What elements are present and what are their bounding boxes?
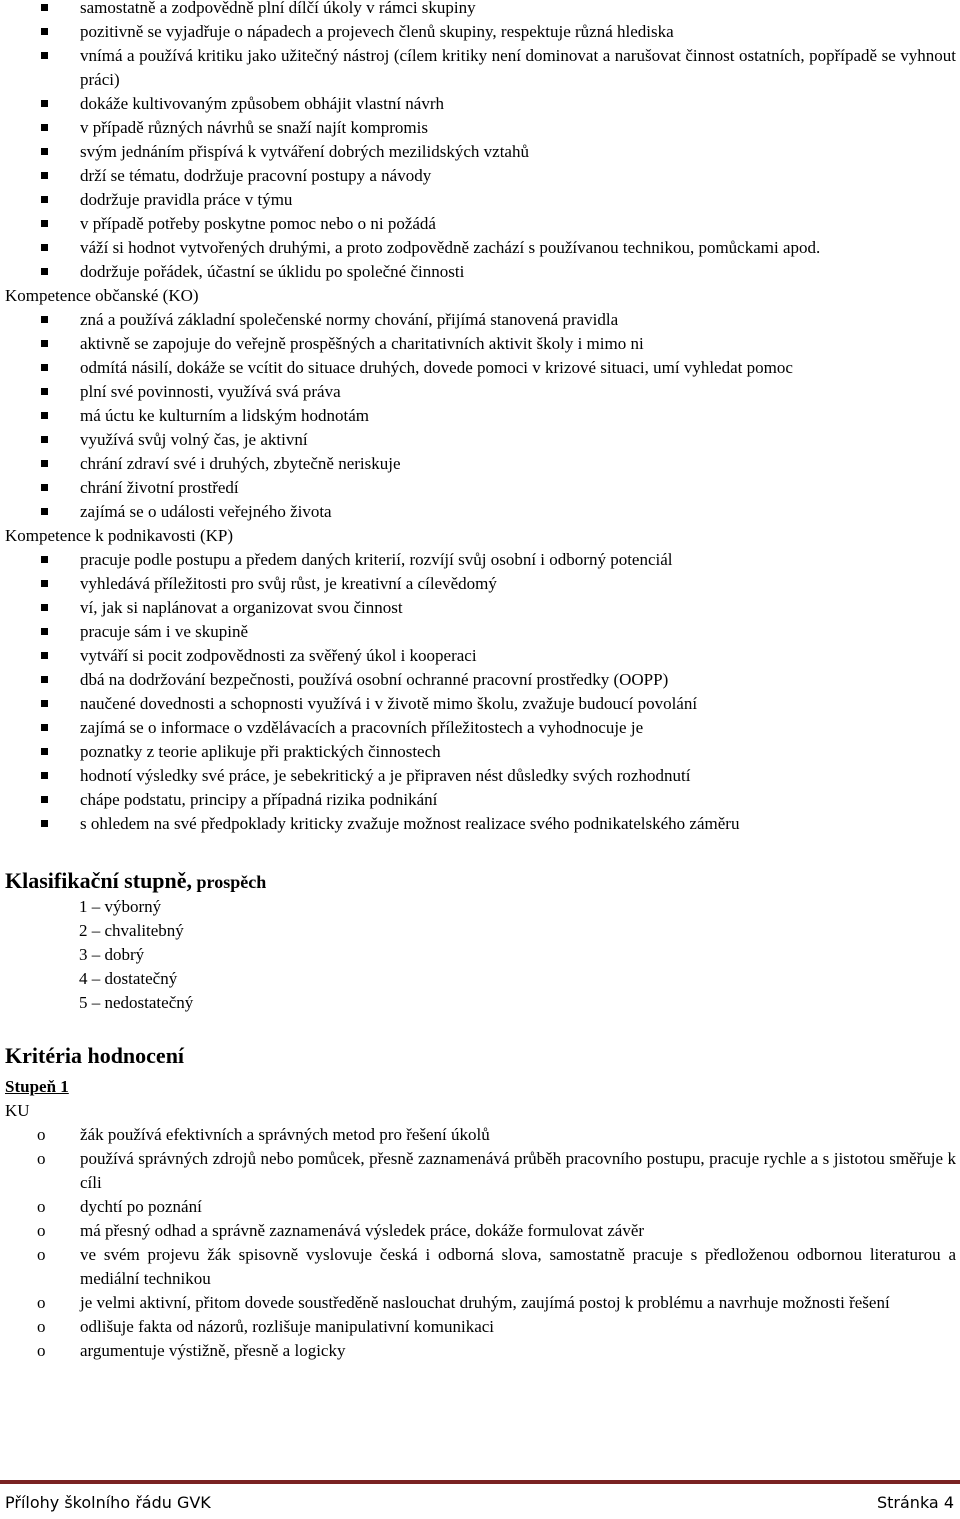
list-item: aktivně se zapojuje do veřejně prospěšných a charitativních aktivit školy i mimo ni	[0, 332, 960, 356]
criteria-list	[0, 1123, 960, 1363]
section-heading-kp: Kompetence k podnikavosti (KP)	[5, 526, 234, 545]
list-item: pozitivně se vyjadřuje o nápadech a projevech členů skupiny, respektuje různá hlediska	[0, 20, 960, 44]
list-item: o dychtí po poznání	[0, 1195, 960, 1219]
list-item: zná a používá základní společenské normy chování, přijímá stanovená pravidla	[0, 308, 960, 332]
square-bullet-icon	[41, 652, 48, 659]
list-item: v případě různých návrhů se snaží najít kompromis	[0, 116, 960, 140]
list-item: o žák používá efektivních a správných metod pro řešení úkolů	[0, 1123, 960, 1147]
square-bullet-icon	[41, 724, 48, 731]
square-bullet-icon	[41, 316, 48, 323]
list-item: o ve svém projevu žák spisovně vyslovuje česká i odborná slova, samostatně pracuje s předloženou odbornou literaturou a mediální technikou	[37, 1245, 956, 1288]
grade-item: 4 – dostatečný	[79, 969, 178, 988]
square-bullet-icon	[41, 148, 48, 155]
square-bullet-icon	[41, 172, 48, 179]
list-item: chrání životní prostředí	[0, 476, 960, 500]
list-item: vnímá a používá kritiku jako užitečný nástroj (cílem kritiky není dominovat a narušovat činnost ostatních, popřípadě se vyhnout práci)	[0, 44, 960, 92]
spacer	[0, 1015, 960, 1043]
square-bullet-icon	[41, 460, 48, 467]
list-item: chrání zdraví své i druhých, zbytečně neriskuje	[0, 452, 960, 476]
list-item: má úctu ke kulturním a lidským hodnotám	[0, 404, 960, 428]
ku-heading: KU	[5, 1101, 30, 1120]
list-item: chápe podstatu, principy a případná rizika podnikání	[0, 788, 960, 812]
grade-item: 2 – chvalitebný	[79, 921, 184, 940]
list-item: vyhledává příležitosti pro svůj růst, je kreativní a cílevědomý	[0, 572, 960, 596]
square-bullet-icon	[41, 4, 48, 11]
square-bullet-icon	[41, 340, 48, 347]
list-item: o používá správných zdrojů nebo pomůcek, přesně zaznamenává průběh pracovního postupu, pracuje rychle a s jistotou směřuje k cíli	[37, 1149, 956, 1192]
circle-bullet-icon: o	[37, 1221, 46, 1240]
circle-bullet-icon: o	[37, 1149, 46, 1168]
square-bullet-icon	[41, 628, 48, 635]
list-item: zajímá se o události veřejného života	[0, 500, 960, 524]
square-bullet-icon	[41, 484, 48, 491]
list-item: pracuje podle postupu a předem daných kriterií, rozvíjí svůj osobní i odborný potenciál	[0, 548, 960, 572]
list-item: svým jednáním přispívá k vytváření dobrých mezilidských vztahů	[0, 140, 960, 164]
square-bullet-icon	[41, 748, 48, 755]
list-item: naučené dovednosti a schopnosti využívá i v životě mimo školu, zvažuje budoucí povolání	[0, 692, 960, 716]
square-bullet-icon	[41, 604, 48, 611]
grade-item: 3 – dobrý	[79, 945, 145, 964]
square-bullet-icon	[41, 52, 48, 59]
stupen-heading: Stupeň 1	[5, 1077, 69, 1096]
list-item: vytváří si pocit zodpovědnosti za svěřený úkol i kooperaci	[0, 644, 960, 668]
footer-document-title: Přílohy školního řádu GVK	[5, 1492, 211, 1512]
list-item: drží se tématu, dodržuje pracovní postupy a návody	[0, 164, 960, 188]
circle-bullet-icon: o	[37, 1245, 46, 1264]
square-bullet-icon	[41, 220, 48, 227]
list-item: plní své povinnosti, využívá svá práva	[0, 380, 960, 404]
square-bullet-icon	[41, 28, 48, 35]
list-item: o odlišuje fakta od názorů, rozlišuje manipulativní komunikaci	[0, 1315, 960, 1339]
list-item: dokáže kultivovaným způsobem obhájit vlastní návrh	[0, 92, 960, 116]
square-bullet-icon	[41, 196, 48, 203]
square-bullet-icon	[41, 268, 48, 275]
grade-item: 1 – výborný	[79, 897, 162, 916]
list-item: s ohledem na své předpoklady kriticky zvažuje možnost realizace svého podnikatelského záměru	[0, 812, 960, 836]
list-item: o má přesný odhad a správně zaznamenává výsledek práce, dokáže formulovat závěr	[0, 1219, 960, 1243]
list-item: dodržuje pořádek, účastní se úklidu po společné činnosti	[0, 260, 960, 284]
circle-bullet-icon: o	[37, 1341, 46, 1360]
footer-divider	[0, 1480, 960, 1484]
square-bullet-icon	[41, 580, 48, 587]
klasifikace-title: Klasifikační stupně, prospěch	[5, 868, 267, 893]
circle-bullet-icon: o	[37, 1197, 46, 1216]
list-item: dbá na dodržování bezpečnosti, používá osobní ochranné pracovní prostředky (OOPP)	[0, 668, 960, 692]
list-item: dodržuje pravidla práce v týmu	[0, 188, 960, 212]
square-bullet-icon	[41, 412, 48, 419]
list-item: samostatně a zodpovědně plní dílčí úkoly v rámci skupiny	[0, 0, 960, 20]
circle-bullet-icon: o	[37, 1293, 46, 1312]
page-footer	[5, 1490, 954, 1514]
list-item: využívá svůj volný čas, je aktivní	[0, 428, 960, 452]
square-bullet-icon	[41, 676, 48, 683]
square-bullet-icon	[41, 100, 48, 107]
square-bullet-icon	[41, 388, 48, 395]
circle-bullet-icon: o	[37, 1317, 46, 1336]
list-item: váží si hodnot vytvořených druhými, a proto zodpovědně zachází s používanou technikou, pomůckami apod.	[0, 236, 960, 260]
list-item: poznatky z teorie aplikuje při praktických činnostech	[0, 740, 960, 764]
square-bullet-icon	[41, 820, 48, 827]
square-bullet-icon	[41, 796, 48, 803]
competence-list-kk	[0, 0, 960, 284]
list-item: odmítá násilí, dokáže se vcítit do situace druhých, dovede pomoci v krizové situaci, umí vyhledat pomoc	[0, 356, 960, 380]
footer-page-number: Stránka 4	[876, 1492, 954, 1512]
square-bullet-icon	[41, 364, 48, 371]
list-item: o je velmi aktivní, přitom dovede soustředěně naslouchat druhým, zaujímá postoj k problému a navrhuje možnosti řešení	[0, 1291, 960, 1315]
square-bullet-icon	[41, 124, 48, 131]
list-item: o argumentuje výstižně, přesně a logicky	[0, 1339, 960, 1363]
competence-list-ko	[0, 308, 960, 524]
list-item: ví, jak si naplánovat a organizovat svou činnost	[0, 596, 960, 620]
spacer	[0, 836, 960, 868]
square-bullet-icon	[41, 556, 48, 563]
grade-item: 5 – nedostatečný	[79, 993, 194, 1012]
section-heading-ko: Kompetence občanské (KO)	[5, 286, 199, 305]
list-item: pracuje sám i ve skupině	[0, 620, 960, 644]
list-item: v případě potřeby poskytne pomoc nebo o ni požádá	[0, 212, 960, 236]
circle-bullet-icon: o	[37, 1125, 46, 1144]
square-bullet-icon	[41, 508, 48, 515]
kriteria-title: Kritéria hodnocení	[5, 1043, 185, 1068]
grades-list	[0, 895, 960, 1015]
list-item: zajímá se o informace o vzdělávacích a pracovních příležitostech a vyhodnocuje je	[0, 716, 960, 740]
square-bullet-icon	[41, 772, 48, 779]
competence-list-kp	[0, 548, 960, 836]
square-bullet-icon	[41, 244, 48, 251]
list-item: hodnotí výsledky své práce, je sebekritický a je připraven nést důsledky svých rozhodnutí	[0, 764, 960, 788]
square-bullet-icon	[41, 700, 48, 707]
square-bullet-icon	[41, 436, 48, 443]
